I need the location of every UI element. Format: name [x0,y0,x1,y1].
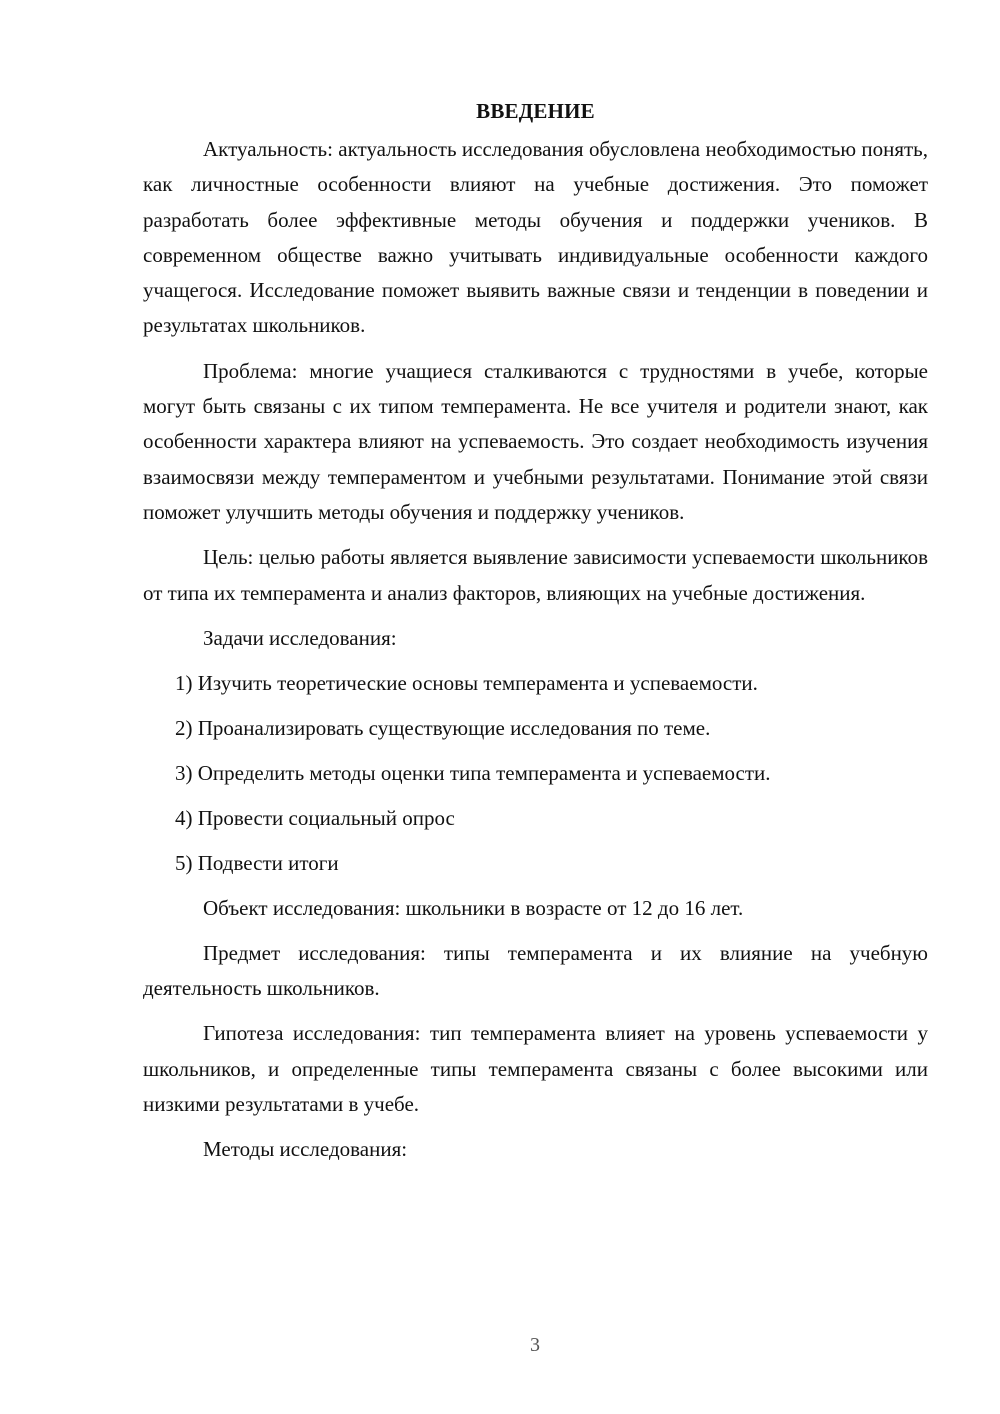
task-item: 3) Определить методы оценки типа темперамента и успеваемости. [175,760,771,785]
paragraph-hypothesis: Гипотеза исследования: тип темперамента влияет на уровень успеваемости у школьников, и определенные типы темперамента связаны с более высокими или низкими результатами в учебе. [143,1021,928,1117]
task-item: 5) Подвести итоги [175,850,339,875]
task-item: 2) Проанализировать существующие исследования по теме. [175,715,711,740]
task-item: 1) Изучить теоретические основы темперамента и успеваемости. [175,670,758,695]
tasks-list [143,666,928,881]
document-page [143,96,928,1177]
methods-heading: Методы исследования: [203,1137,408,1162]
paragraph-problem: Проблема: многие учащиеся сталкиваются с трудностями в учебе, которые могут быть связаны с их типом темперамента. Не все учителя и родители знают, как особенности характера влияют на успеваемость. Это создает необходимость изучения взаимосвязи между темпераментом и учебными результатами. Понимание этой связи поможет улучшить методы обучения и поддержку учеников. [143,358,928,524]
paragraph-relevance: Актуальность: актуальность исследования обусловлена необходимостью понять, как личностные особенности влияют на учебные достижения. Это поможет разработать более эффективные методы обучения и поддержки учеников. В современном обществе важно учитывать индивидуальные особенности каждого учащегося. Исследование поможет выявить важные связи и тенденции в поведении и результатах школьников. [143,137,928,338]
tasks-heading: Задачи исследования: [203,625,397,650]
page-number: 3 [530,1334,540,1356]
paragraph-goal: Цель: целью работы является выявление зависимости успеваемости школьников от типа их темперамента и анализ факторов, влияющих на учебные достижения. [143,545,928,605]
paragraph-subject: Предмет исследования: типы темперамента и их влияние на учебную деятельность школьников. [143,940,928,1001]
task-item: 4) Провести социальный опрос [175,805,455,830]
page-title: ВВЕДЕНИЕ [476,99,595,123]
paragraph-object: Объект исследования: школьники в возрасте от 12 до 16 лет. [203,895,744,920]
